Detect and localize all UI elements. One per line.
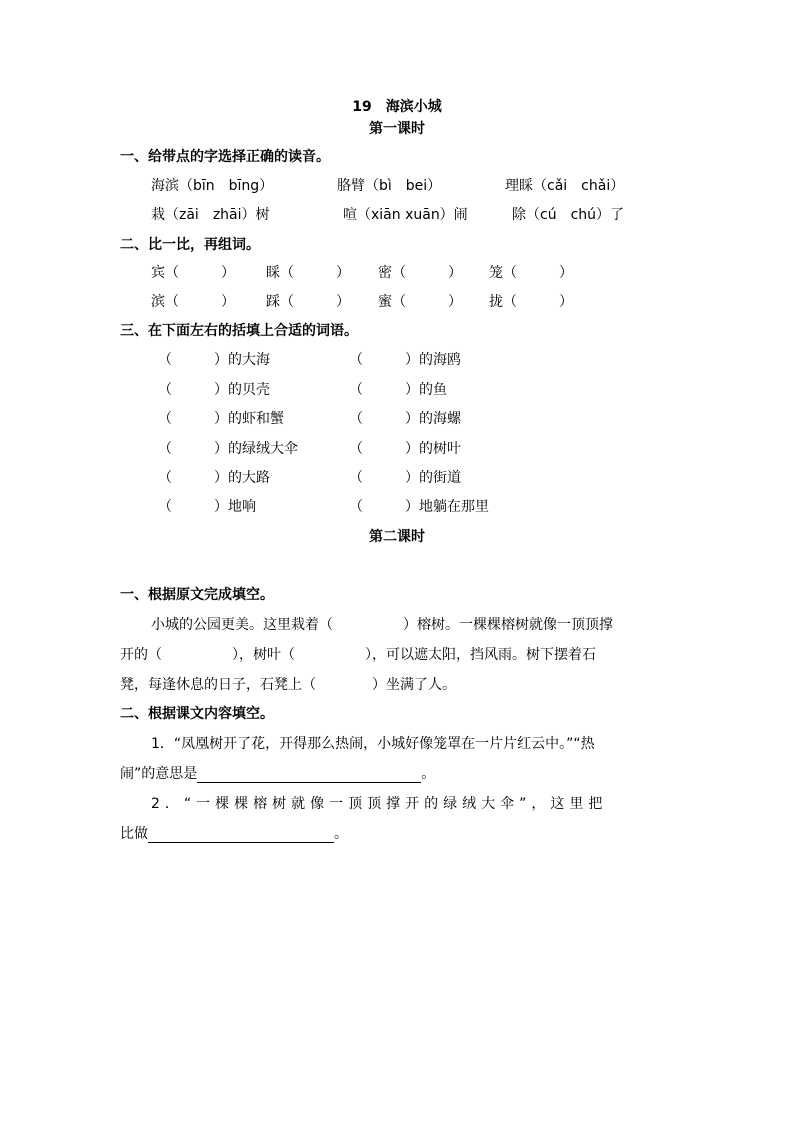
l2-q1-title: 一、根据原文完成填空。 — [120, 587, 274, 603]
l1-q1-r1-b: 胳臂（bì bei） — [337, 178, 442, 194]
lesson2-heading: 第二课时 — [369, 529, 425, 545]
l1-q2-r2-a: 滨（ ） — [151, 294, 235, 310]
l1-q2-r1-d: 笼（ ） — [489, 265, 573, 281]
l1-q3-left-item: （ ）地响 — [158, 499, 256, 515]
l2-q1-line1: 小城的公园更美。这里栽着（ ）榕树。一棵棵榕树就像一顶顶撑 — [151, 617, 613, 633]
l2-q2-item1-pre: 闹”的意思是 — [120, 766, 198, 782]
l1-q3-right-item: （ ）的树叶 — [349, 441, 461, 457]
l2-q2-item2-line2 — [120, 825, 348, 843]
l1-q3-left-item: （ ）的大路 — [158, 470, 270, 486]
answer-blank-1[interactable] — [197, 768, 421, 783]
l1-q2-title: 二、比一比，再组词。 — [120, 237, 260, 253]
l1-q3-right-item: （ ）的鱼 — [349, 382, 447, 398]
l1-q3-right-item: （ ）的街道 — [349, 470, 461, 486]
l1-q1-title: 一、给带点的字选择正确的读音。 — [120, 149, 330, 165]
l2-q2-item1-line2 — [120, 765, 435, 783]
l1-q2-r2-b: 踩（ ） — [266, 294, 350, 310]
l2-q2-title: 二、根据课文内容填空。 — [120, 706, 274, 722]
l1-q3-left-item: （ ）的大海 — [158, 352, 270, 368]
l1-q2-r2-c: 蜜（ ） — [378, 294, 462, 310]
l1-q3-title: 三、在下面左右的括填上合适的词语。 — [120, 323, 358, 339]
page-title: 19 海滨小城 — [352, 99, 442, 115]
l1-q1-r2-c: 除（cú chú）了 — [512, 207, 625, 223]
lesson1-heading: 第一课时 — [369, 121, 425, 137]
l2-q2-item2-post: 。 — [334, 826, 348, 842]
l1-q1-r2-a: 栽（zāi zhāi）树 — [151, 207, 270, 223]
l2-q2-item2-pre: 比做 — [120, 826, 148, 842]
l1-q2-r1-a: 宾（ ） — [151, 265, 235, 281]
l1-q3-left-item: （ ）的贝壳 — [158, 382, 270, 398]
l2-q2-item1-post: 。 — [421, 766, 436, 782]
l1-q1-r2-b: 喧（xiān xuān）闹 — [343, 207, 468, 223]
l2-q1-line2: 开的（ ），树叶（ ），可以遮太阳，挡风雨。树下摆着石 — [120, 647, 596, 663]
l1-q3-right-item: （ ）的海鸥 — [349, 352, 461, 368]
l1-q2-r1-c: 密（ ） — [378, 265, 462, 281]
l1-q2-r1-b: 睬（ ） — [266, 265, 350, 281]
answer-blank-2[interactable] — [148, 828, 334, 843]
l1-q3-right-item: （ ）的海螺 — [349, 411, 461, 427]
l2-q2-item2-line1: 2．“一棵棵榕树就像一顶顶撑开的绿绒大伞”，这里把 — [151, 796, 608, 812]
l1-q3-left-item: （ ）的虾和蟹 — [158, 411, 284, 427]
l2-q1-line3: 凳，每逢休息的日子，石凳上（ ）坐满了人。 — [120, 677, 456, 693]
l1-q2-r2-d: 拢（ ） — [489, 294, 573, 310]
l1-q1-r1-a: 海滨（bīn bīng） — [151, 178, 274, 194]
l1-q3-right-item: （ ）地躺在那里 — [349, 499, 489, 515]
l1-q3-left-item: （ ）的绿绒大伞 — [158, 441, 298, 457]
l1-q1-r1-c: 理睬（cǎi chǎi） — [505, 178, 625, 194]
l2-q2-item1-line1: 1．“凤凰树开了花，开得那么热闹，小城好像笼罩在一片片红云中。”“热 — [151, 736, 595, 752]
